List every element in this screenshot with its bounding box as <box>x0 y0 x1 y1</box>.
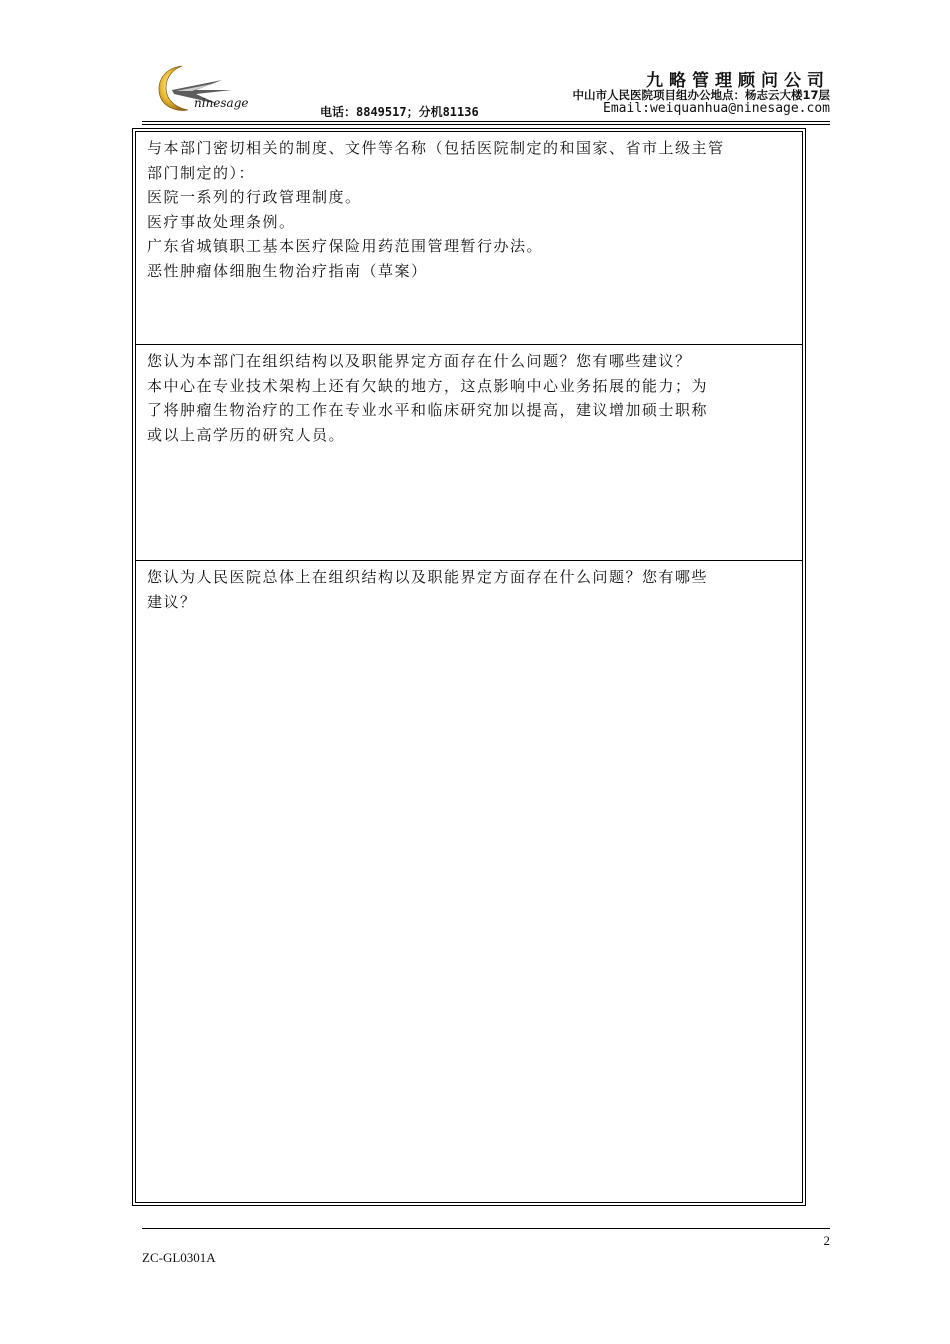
company-logo <box>152 60 264 116</box>
department-issues-cell[interactable] <box>136 345 802 561</box>
company-address: 中山市人民医院项目组办公地点：杨志云大楼17层 <box>572 88 830 102</box>
contact-phone: 电话：8849517；分机81136 <box>320 105 479 119</box>
hospital-question-line-2: 建议？ <box>147 592 197 611</box>
hospital-question-line-1: 您认为人民医院总体上在组织结构以及职能界定方面存在什么问题？您有哪些 <box>147 568 709 586</box>
footer-divider <box>142 1228 830 1229</box>
regulations-answer-2: 医疗事故处理条例。 <box>147 212 296 231</box>
regulations-question-line-1: 与本部门密切相关的制度、文件等名称（包括医院制定的和国家、省市上级主管 <box>147 139 725 157</box>
questionnaire-form-inner <box>135 131 803 1203</box>
company-name: 九略管理顾问公司 <box>646 71 830 91</box>
contact-email: Email:weiquanhua@ninesage.com <box>603 101 830 116</box>
hospital-issues-cell[interactable] <box>136 561 802 1202</box>
regulations-answer-4: 恶性肿瘤体细胞生物治疗指南（草案） <box>147 261 428 280</box>
department-answer-line-2: 了将肿瘤生物治疗的工作在专业水平和临床研究加以提高，建议增加硕士职称 <box>147 401 709 419</box>
regulations-answer-3: 广东省城镇职工基本医疗保险用药范围管理暂行办法。 <box>147 237 544 255</box>
regulations-question-line-2: 部门制定的）： <box>147 163 256 182</box>
header-divider <box>142 121 830 122</box>
document-code: ZC-GL0301A <box>142 1250 216 1265</box>
department-answer-line-1: 本中心在专业技术架构上还有欠缺的地方，这点影响中心业务拓展的能力；为 <box>147 376 709 395</box>
regulations-answer-1: 医院一系列的行政管理制度。 <box>147 188 362 206</box>
page-number: 2 <box>823 1233 830 1248</box>
department-answer-line-3: 或以上高学历的研究人员。 <box>147 425 346 444</box>
header-divider-secondary <box>142 124 830 125</box>
questionnaire-form <box>132 128 806 1206</box>
department-question: 您认为本部门在组织结构以及职能界定方面存在什么问题？您有哪些建议？ <box>147 352 692 370</box>
logo-wordmark: ninesage <box>194 96 249 110</box>
related-regulations-cell[interactable] <box>136 132 802 345</box>
